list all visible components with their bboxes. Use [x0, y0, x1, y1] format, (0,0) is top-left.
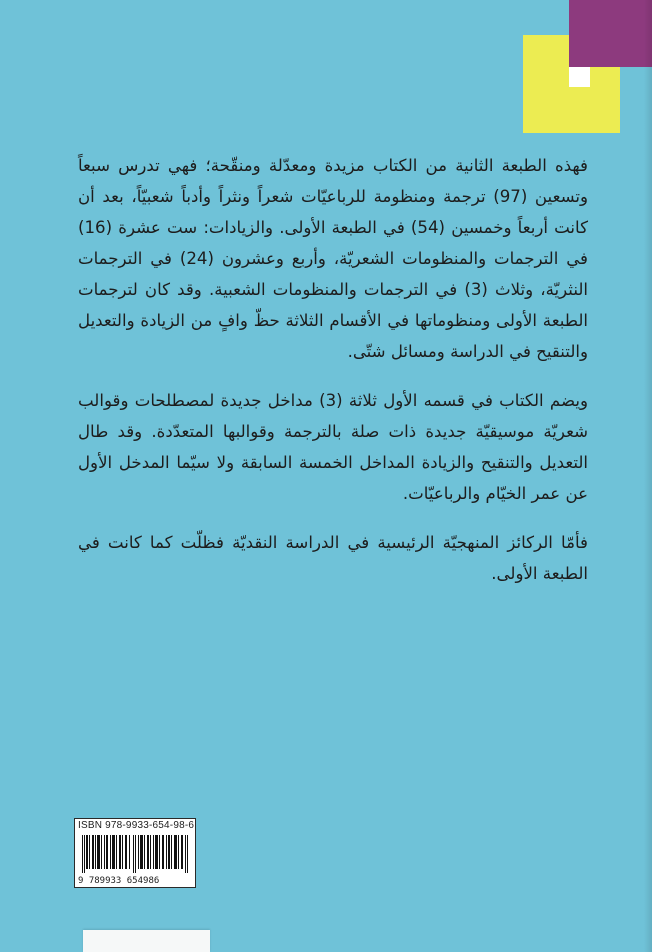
isbn-barcode: [74, 818, 196, 888]
paragraph-3: فأمّا الركائز المنهجيّة الرئيسية في الدراسة النقديّة فظلّت كما كانت في الطبعة الأولى.: [78, 533, 588, 583]
bottom-label-strip: [83, 930, 210, 952]
paragraph-1: فهذه الطبعة الثانية من الكتاب مزيدة ومعدّلة ومنقّحة؛ فهي تدرس سبعاً وتسعين (97) ترجمة ومنظومة للرباعيّات شعراً ونثراً وأدباً شعبيّاً، بعد أن كانت أربعاً وخمسين (54) في الطبعة الأولى. والزيادات: ست عشرة (16) في الترجمات والمنظومات الشعريّة، وأربع وعشرون (24) في الترجمات النثريّة، وثلاث (3) في الترجمات والمنظومات الشعبية. وقد كان لترجمات الطبعة الأولى ومنظوماتها في الأقسام الثلاثة حظّ وافٍ من الزيادة والتعديل والتنقيح في الدراسة ومسائل شتّى.: [78, 156, 589, 361]
paragraph-2: ويضم الكتاب في قسمه الأول ثلاثة (3) مداخل جديدة لمصطلحات وقوالب شعريّة موسيقيّة جديدة ذات صلة بالترجمة وقوالبها المتعدّدة. وقد طال التعديل والتنقيح والزيادة المداخل الخمسة السابقة ولا سيّما المدخل الأول عن عمر الخيّام والرباعيّات.: [78, 391, 588, 503]
purple-square-decoration: [569, 0, 652, 67]
white-square-decoration: [569, 67, 590, 87]
cover-edge-shadow: [644, 0, 652, 952]
blurb-text: [78, 150, 588, 607]
barcode-bars-icon: [82, 835, 190, 873]
isbn-label: ISBN 978-9933-654-98-6: [78, 820, 195, 831]
barcode-digits: 9 789933 654986: [78, 876, 160, 886]
